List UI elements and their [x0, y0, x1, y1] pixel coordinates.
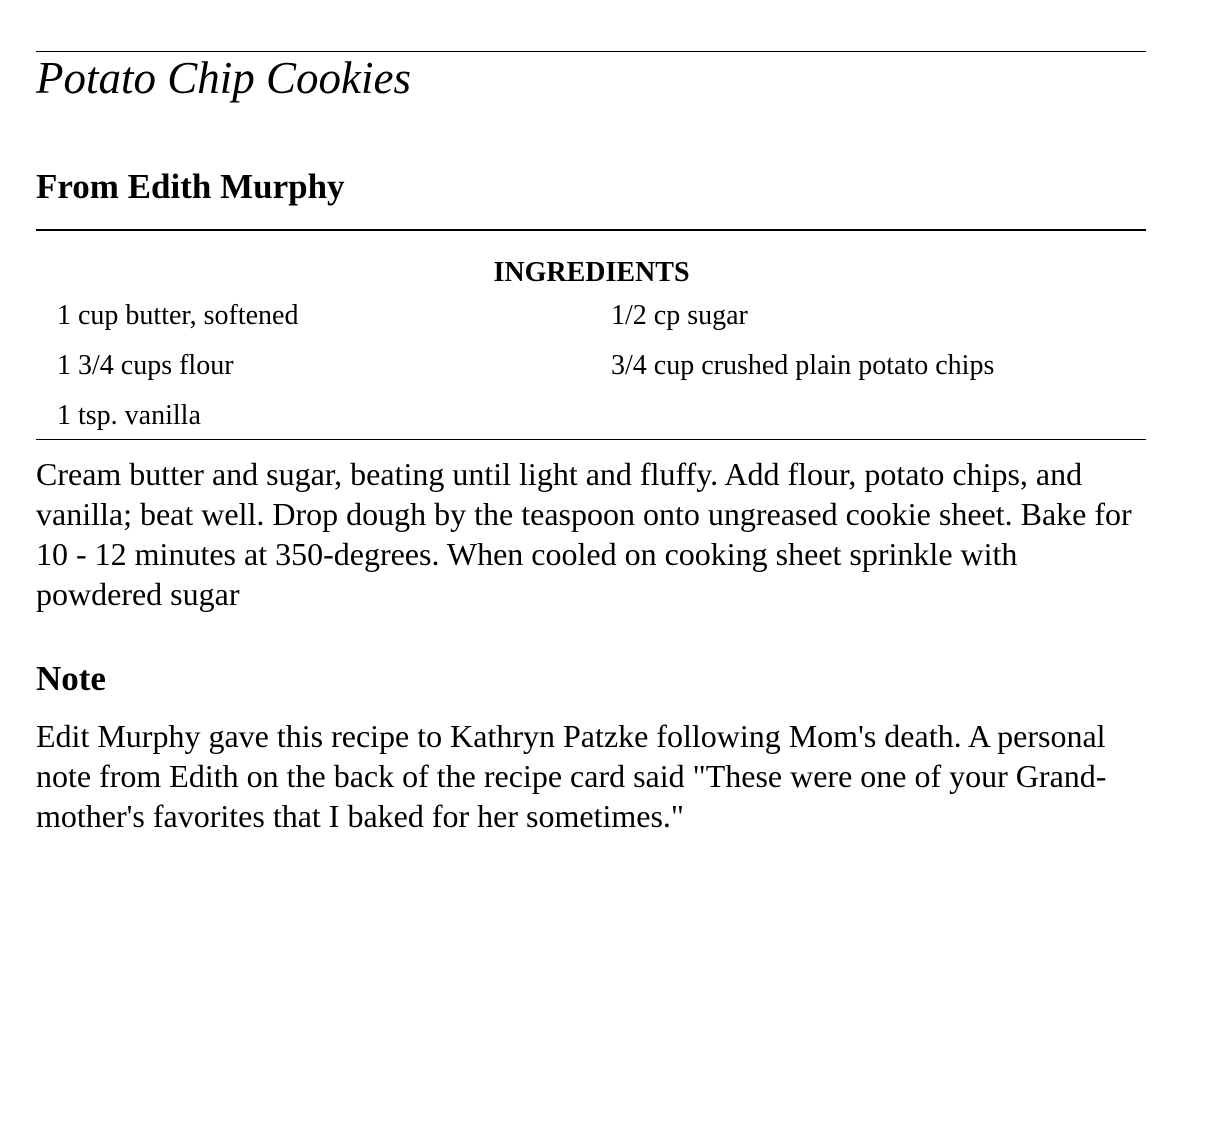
ingredients-heading: INGREDIENTS: [493, 257, 690, 288]
ingredient-item: 3/4 cup crushed plain potato chips: [611, 350, 995, 381]
ingredient-item: 1 tsp. vanilla: [57, 400, 201, 431]
ingredient-item-empty: [590, 400, 1146, 432]
note-text: Edit Murphy gave this recipe to Kathryn Patzke following Mom's death. A personal note from Edith on the back of the recipe card said "These were one of your Grand-mother's favorites that I baked for her sometimes.": [36, 718, 1107, 834]
recipe-page: [36, 51, 1146, 836]
recipe-title: Potato Chip Cookies: [36, 53, 411, 103]
ingredients-rule: [36, 439, 1146, 440]
ingredient-item: 1 cup butter, softened: [57, 300, 299, 331]
ingredient-item: 1/2 cp sugar: [611, 300, 748, 331]
author-rule: [36, 229, 1146, 231]
note-heading: Note: [36, 659, 106, 698]
recipe-author: From Edith Murphy: [36, 167, 345, 206]
ingredient-item: 1 3/4 cups flour: [57, 350, 234, 381]
top-rule: [36, 51, 1146, 52]
ingredients-list: [36, 300, 1146, 450]
recipe-directions: Cream butter and sugar, beating until light and fluffy. Add flour, potato chips, and vanilla; beat well. Drop dough by the teaspoon onto ungreased cookie sheet. Bake for 10 - 12 minutes at 350-degrees. When cooled on cooking sheet sprinkle with powdered sugar: [36, 456, 1132, 612]
